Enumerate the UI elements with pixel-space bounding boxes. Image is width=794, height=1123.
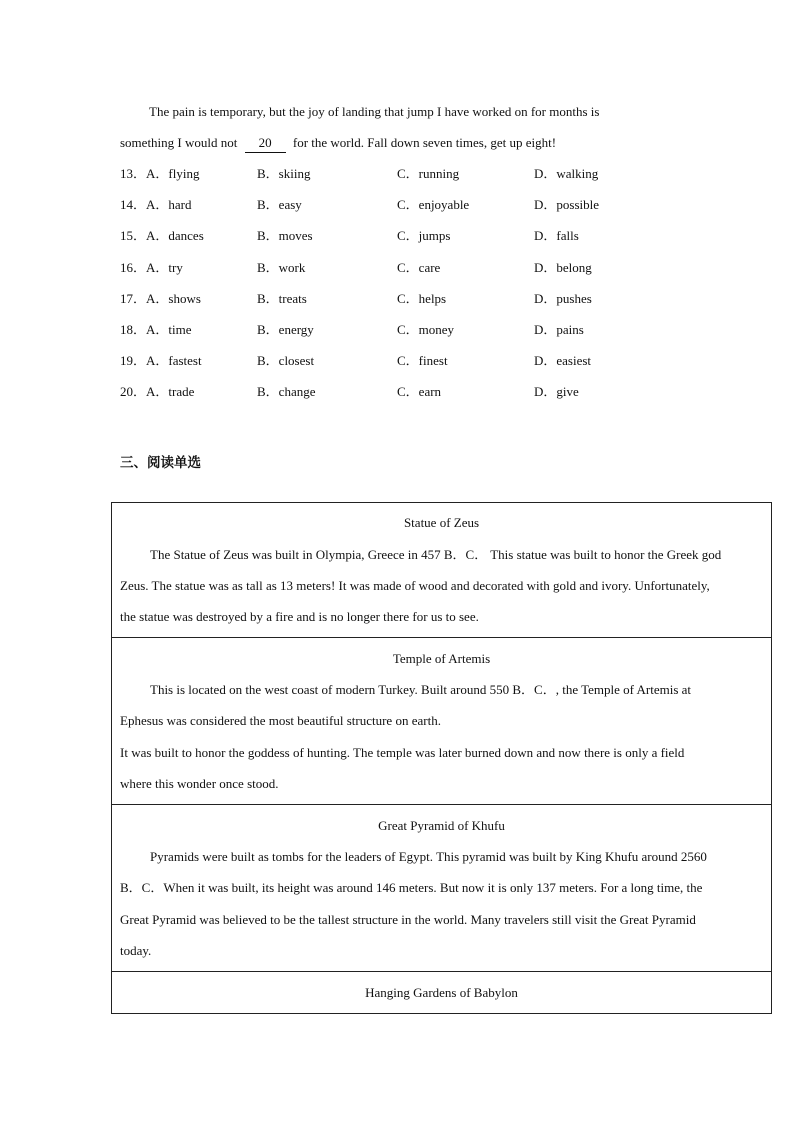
passage-cell-zeus [112, 503, 771, 638]
passage-line: The Statue of Zeus was built in Olympia, Greece in 457 B．C． This statue was built to honor the Greek god [150, 547, 722, 562]
section-title: 三、阅读单选 [120, 455, 201, 471]
passage-title: Hanging Gardens of Babylon [365, 985, 518, 1000]
option-a[interactable]: 15．A．dances [120, 228, 204, 243]
option-b[interactable]: B．work [257, 260, 306, 275]
option-d[interactable]: D．walking [534, 166, 599, 181]
passage-title: Great Pyramid of Khufu [378, 818, 505, 833]
cloze-line-1: The pain is temporary, but the joy of landing that jump I have worked on for months is [149, 104, 600, 119]
option-a[interactable]: 17．A．shows [120, 291, 201, 306]
option-a[interactable]: 14．A．hard [120, 197, 192, 212]
option-b[interactable]: B．energy [257, 322, 314, 337]
cloze-line-2-after: for the world. Fall down seven times, get up eight! [292, 135, 557, 150]
option-b[interactable]: B．change [257, 384, 316, 399]
option-row [120, 259, 680, 277]
option-d[interactable]: D．easiest [534, 353, 592, 368]
option-d[interactable]: D．pains [534, 322, 584, 337]
cloze-line-2-before: something I would not [120, 135, 238, 150]
option-b[interactable]: B．closest [257, 353, 315, 368]
option-row [120, 165, 680, 183]
passage-line: B．C．When it was built, its height was around 146 meters. But now it is only 137 meters. For a long time, the [120, 880, 703, 895]
option-d[interactable]: D．pushes [534, 291, 592, 306]
option-a[interactable]: 13．A．flying [120, 166, 200, 181]
option-row [120, 352, 680, 370]
passage-table [111, 502, 772, 1014]
passage-line: Great Pyramid was believed to be the tallest structure in the world. Many travelers still visit the Great Pyramid [120, 912, 696, 927]
passage-line: where this wonder once stood. [120, 776, 279, 791]
option-a[interactable]: 18．A．time [120, 322, 192, 337]
option-c[interactable]: C．jumps [397, 228, 451, 243]
option-row [120, 321, 680, 339]
passage-cell-artemis [112, 638, 771, 805]
option-b[interactable]: B．easy [257, 197, 302, 212]
option-d[interactable]: D．belong [534, 260, 592, 275]
option-row [120, 383, 680, 401]
option-c[interactable]: C．finest [397, 353, 448, 368]
option-d[interactable]: D．falls [534, 228, 579, 243]
option-c[interactable]: C．enjoyable [397, 197, 470, 212]
passage-line: It was built to honor the goddess of hunting. The temple was later burned down and now there is only a field [120, 745, 685, 760]
option-a[interactable]: 20．A．trade [120, 384, 195, 399]
blank-number: 20 [245, 134, 286, 153]
option-c[interactable]: C．care [397, 260, 441, 275]
passage-title: Statue of Zeus [403, 515, 480, 530]
option-d[interactable]: D．possible [534, 197, 600, 212]
passage-cell-pyramid [112, 805, 771, 972]
option-row [120, 290, 680, 308]
option-c[interactable]: C．money [397, 322, 455, 337]
cloze-line-2 [120, 134, 556, 153]
passage-line: the statue was destroyed by a fire and is no longer there for us to see. [120, 609, 479, 624]
passage-line: today. [120, 943, 152, 958]
passage-line: This is located on the west coast of modern Turkey. Built around 550 B．C．, the Temple of Artemis at [150, 682, 692, 697]
passage-line: Zeus. The statue was as tall as 13 meters! It was made of wood and decorated with gold and ivory. Unfortunately, [120, 578, 710, 593]
passage-line: Pyramids were built as tombs for the leaders of Egypt. This pyramid was built by King Khufu around 2560 [150, 849, 707, 864]
option-b[interactable]: B．moves [257, 228, 313, 243]
option-d[interactable]: D．give [534, 384, 579, 399]
option-c[interactable]: C．running [397, 166, 460, 181]
option-c[interactable]: C．earn [397, 384, 442, 399]
passage-title: Temple of Artemis [392, 651, 491, 666]
option-a[interactable]: 16．A．try [120, 260, 183, 275]
option-a[interactable]: 19．A．fastest [120, 353, 202, 368]
passage-cell-babylon [112, 972, 771, 1013]
option-b[interactable]: B．treats [257, 291, 307, 306]
option-row [120, 196, 680, 214]
option-b[interactable]: B．skiing [257, 166, 311, 181]
option-row [120, 227, 680, 245]
passage-line: Ephesus was considered the most beautiful structure on earth. [120, 713, 441, 728]
option-c[interactable]: C．helps [397, 291, 447, 306]
